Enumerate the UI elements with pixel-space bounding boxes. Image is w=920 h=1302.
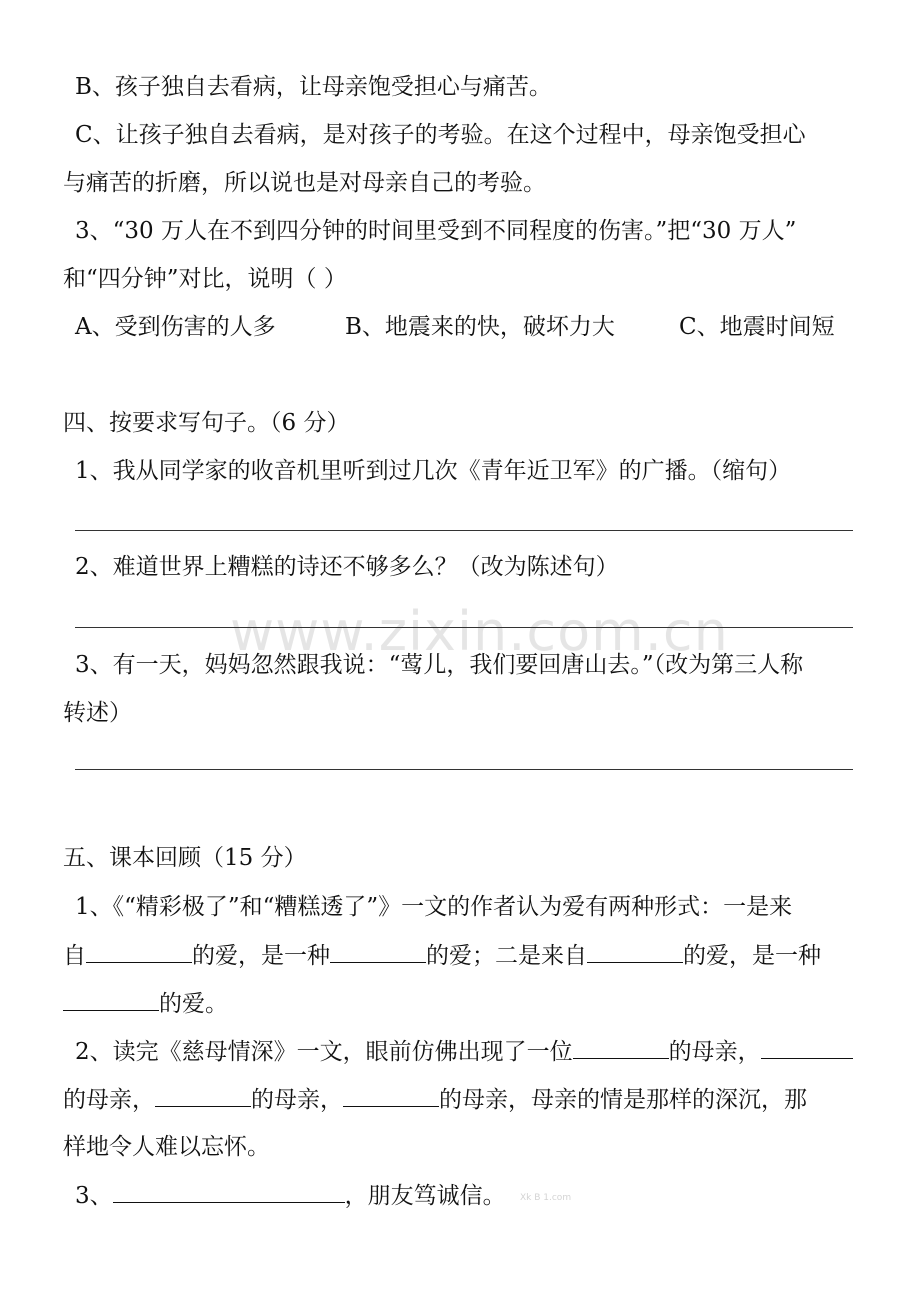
option-b: B、地震来的快，破坏力大 (345, 314, 615, 340)
option-a: A、受到伤害的人多 (75, 314, 276, 340)
text-segment: 3、 (75, 1183, 113, 1209)
fill-blank[interactable] (63, 988, 159, 1011)
text-segment: 的母亲， (668, 1039, 761, 1065)
question-3-line-2: 和“四分钟”对比，说明（ ） (63, 266, 347, 292)
section-5-question-2-line-2 (63, 1084, 807, 1115)
section-5-question-2-line-3: 样地令人难以忘怀。 (63, 1134, 270, 1160)
option-b-line: B、孩子独自去看病，让母亲饱受担心与痛苦。 (75, 74, 552, 100)
fill-blank[interactable] (587, 940, 683, 963)
section-4-question-2: 2、难道世界上糟糕的诗还不够多么？（改为陈述句） (75, 554, 619, 580)
option-c-line-2: 与痛苦的折磨，所以说也是对母亲自己的考验。 (63, 170, 546, 196)
text-segment: 的母亲，母亲的情是那样的深沉，那 (439, 1087, 807, 1113)
fill-blank[interactable] (86, 940, 192, 963)
fill-blank[interactable] (343, 1084, 439, 1107)
answer-line-2[interactable] (75, 627, 853, 628)
section-5-question-1-line-3 (63, 988, 228, 1019)
text-segment: 的母亲， (63, 1087, 155, 1113)
fill-blank[interactable] (155, 1084, 251, 1107)
text-segment: 的爱。 (159, 991, 228, 1017)
question-3-options (75, 312, 835, 342)
fill-blank[interactable] (330, 940, 426, 963)
text-segment: ，朋友笃诚信。 (344, 1183, 506, 1209)
fill-blank[interactable] (113, 1180, 345, 1203)
text-segment: 2、读完《慈母情深》一文，眼前仿佛出现了一位 (75, 1039, 573, 1065)
section-5-question-1-line-2 (63, 940, 821, 971)
fill-blank[interactable] (573, 1036, 669, 1059)
section-4-question-3-line-2: 转述） (63, 700, 132, 726)
watermark: www.zixin.com.cn (230, 600, 729, 663)
text-segment: 的爱，是一种 (192, 943, 330, 969)
option-c-line-1: C、让孩子独自去看病，是对孩子的考验。在这个过程中，母亲饱受担心 (75, 122, 806, 148)
text-segment: 的母亲， (251, 1087, 343, 1113)
section-5-question-2-line-1 (75, 1036, 853, 1067)
small-watermark: Xk B 1.com (520, 1193, 572, 1203)
section-4-title: 四、按要求写句子。（6 分） (63, 410, 350, 436)
answer-line-3[interactable] (75, 769, 853, 770)
text-segment: 自 (63, 943, 86, 969)
answer-line-1[interactable] (75, 530, 853, 531)
section-4-question-1: 1、我从同学家的收音机里听到过几次《青年近卫军》的广播。（缩句） (75, 458, 792, 484)
question-3-line-1: 3、“30 万人在不到四分钟的时间里受到不同程度的伤害。”把“30 万人” (75, 218, 797, 244)
section-5-question-3 (75, 1180, 506, 1211)
option-c: C、地震时间短 (679, 314, 835, 340)
text-segment: 的爱，是一种 (683, 943, 821, 969)
section-4-question-3-line-1: 3、有一天，妈妈忽然跟我说：“莺儿，我们要回唐山去。”（改为第三人称 (75, 652, 804, 678)
section-5-title: 五、课本回顾（15 分） (63, 845, 307, 871)
section-5-question-1-line-1: 1、《“精彩极了”和“糟糕透了”》一文的作者认为爱有两种形式：一是来 (75, 894, 793, 920)
text-segment: 的爱；二是来自 (426, 943, 587, 969)
fill-blank[interactable] (761, 1036, 853, 1059)
